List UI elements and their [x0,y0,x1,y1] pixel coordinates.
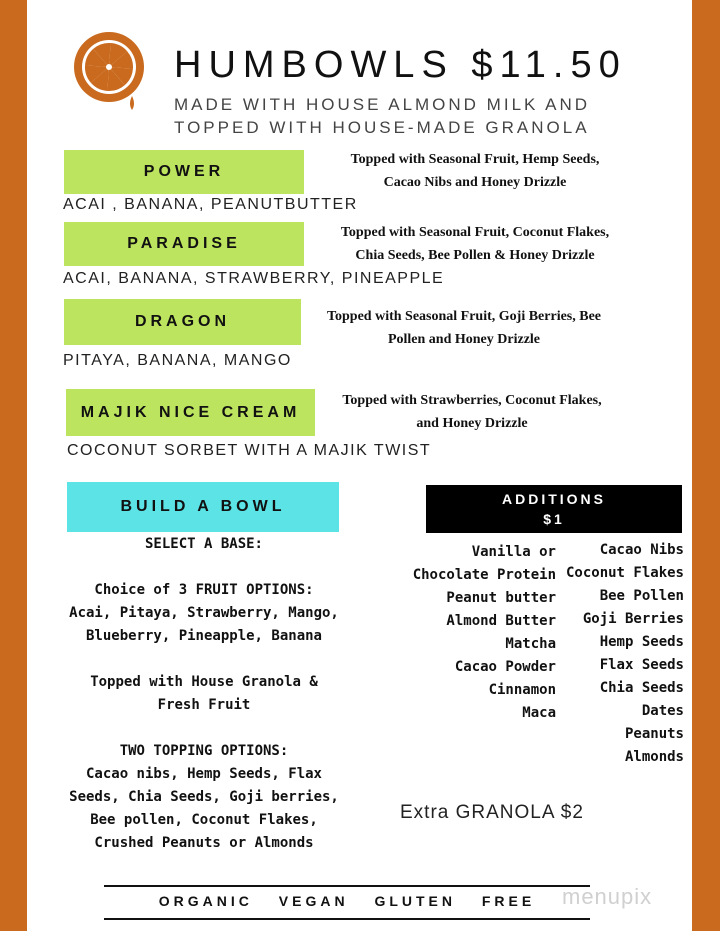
addition-item: Cacao Nibs [599,542,684,558]
build-line: Choice of 3 FRUIT OPTIONS: [94,582,314,598]
topping-line: Chia Seeds, Bee Pollen & Honey Drizzle [355,248,595,263]
build-a-bowl-label: BUILD A BOWL [67,482,339,532]
build-line: Blueberry, Pineapple, Banana [85,628,322,644]
build-line [62,648,346,671]
addition-item: Flax Seeds [599,657,684,673]
build-line: SELECT A BASE: [144,536,263,552]
addition-item: Cinnamon [488,682,556,698]
page-title: HUMBOWLS $11.50 [174,44,627,86]
build-line: Cacao nibs, Hemp Seeds, Flax [85,766,322,782]
footer-tagline: ORGANIC VEGAN GLUTEN FREE [158,893,536,909]
build-line: Crushed Peanuts or Almonds [94,835,314,851]
footer-divider-bottom [104,918,590,920]
bowl-toppings-power [312,148,638,194]
addition-item: Chia Seeds [599,680,684,696]
bowl-label-power: POWER [64,150,304,194]
topping-line: Topped with Strawberries, Coconut Flakes, [342,393,602,408]
build-line: Bee pollen, Coconut Flakes, [90,812,318,828]
bowl-toppings-dragon [302,305,626,351]
addition-item: Chocolate Protein [412,567,556,583]
bowl-label-dragon: DRAGON [64,299,301,345]
addition-item: Hemp Seeds [599,634,684,650]
addition-item: Peanut butter [446,590,556,606]
build-line: Fresh Fruit [157,697,251,713]
addition-item: Bee Pollen [599,588,684,604]
bowl-label-majik-nice-cream: MAJIK NICE CREAM [66,389,315,436]
addition-item: Dates [641,703,684,719]
topping-line: Topped with Seasonal Fruit, Goji Berries, Bee [326,309,602,324]
watermark: menupix [562,884,653,909]
addition-item: Vanilla or [471,544,556,560]
topping-line: Pollen and Honey Drizzle [387,332,541,347]
build-line [62,556,346,579]
addition-item: Maca [522,705,556,721]
additions-left-column [410,541,556,725]
subtitle-line: TOPPED WITH HOUSE-MADE GRANOLA [174,118,590,137]
footer-divider-top [104,885,590,887]
right-border [692,0,720,931]
build-line: Topped with House Granola & [90,674,318,690]
build-line: Seeds, Chia Seeds, Goji berries, [69,789,339,805]
additions-price: $1 [543,511,565,527]
topping-line: Topped with Seasonal Fruit, Hemp Seeds, [350,152,600,167]
addition-item: Goji Berries [582,611,684,627]
topping-line: Cacao Nibs and Honey Drizzle [383,175,567,190]
bowl-ingredients-power: ACAI , BANANA, PEANUTBUTTER [63,196,358,213]
addition-item: Almond Butter [446,613,556,629]
subtitle-line: MADE WITH HOUSE ALMOND MILK AND [174,95,591,114]
addition-item: Matcha [505,636,556,652]
page-subtitle [174,93,590,139]
build-line: Acai, Pitaya, Strawberry, Mango, [69,605,339,621]
bowl-ingredients-dragon: PITAYA, BANANA, MANGO [63,352,292,369]
addition-item: Coconut Flakes [565,565,684,581]
additions-right-column [560,539,684,769]
addition-item: Cacao Powder [454,659,556,675]
addition-item: Peanuts [624,726,684,742]
extra-granola: Extra GRANOLA $2 [400,802,584,823]
topping-line: Topped with Seasonal Fruit, Coconut Flakes, [340,225,610,240]
build-line [62,717,346,740]
addition-item: Almonds [624,749,684,765]
bowl-label-paradise: PARADISE [64,222,304,266]
bowl-toppings-majik-nice-cream [318,389,626,435]
additions-label [426,485,682,533]
bowl-ingredients-paradise: ACAI, BANANA, STRAWBERRY, PINEAPPLE [63,270,445,287]
left-border [0,0,27,931]
bowl-toppings-paradise [312,221,638,267]
build-line: TWO TOPPING OPTIONS: [119,743,289,759]
orange-slice-icon [72,30,146,116]
topping-line: and Honey Drizzle [416,416,528,431]
bowl-ingredients-majik-nice-cream: COCONUT SORBET WITH A MAJIK TWIST [67,442,432,459]
build-a-bowl-details [62,533,346,855]
additions-title: ADDITIONS [502,491,606,507]
